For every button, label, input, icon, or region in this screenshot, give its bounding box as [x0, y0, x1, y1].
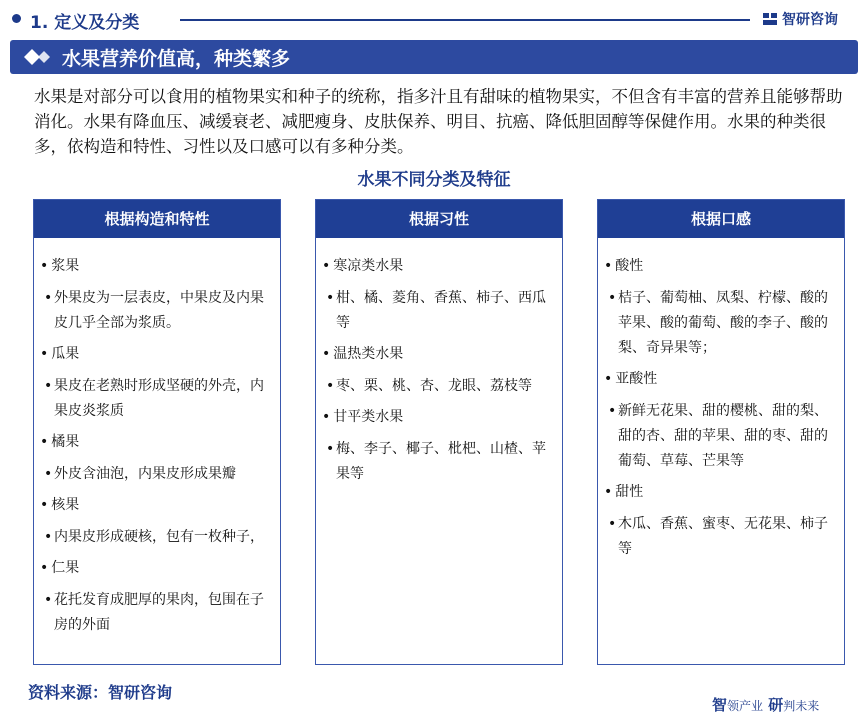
- category-desc: • 新鲜无花果、甜的樱桃、甜的梨、甜的杏、甜的苹果、甜的枣、甜的葡萄、草莓、芒果等: [608, 403, 828, 469]
- category-desc: • 枣、栗、桃、杏、龙眼、荔枝等: [326, 378, 532, 394]
- category-desc: • 柑、橘、菱角、香蕉、柿子、西瓜等: [326, 290, 546, 331]
- category-name: • 甘平类水果: [322, 407, 554, 427]
- category-name: • 仁果: [40, 558, 272, 578]
- brand-logo-icon: [762, 11, 778, 27]
- brand-name: 智研咨询: [782, 12, 838, 28]
- section-title: 1. 定义及分类: [30, 13, 140, 33]
- column-header: 根据构造和特性: [34, 200, 280, 238]
- brand-logo: [762, 9, 838, 29]
- category-name: • 浆果: [40, 256, 272, 276]
- diagram-title: 水果不同分类及特征: [357, 170, 511, 190]
- column-header: 根据习性: [316, 200, 562, 238]
- category-desc: • 木瓜、香蕉、蜜枣、无花果、柿子等: [608, 516, 828, 557]
- category-desc: • 花托发育成肥厚的果肉，包围在子房的外面: [44, 592, 264, 633]
- category-name: • 亚酸性: [604, 369, 836, 389]
- category-name: • 温热类水果: [322, 344, 554, 364]
- category-desc: • 外果皮为一层表皮，中果皮及内果皮几乎全部为浆质。: [44, 290, 264, 331]
- category-name: • 甜性: [604, 482, 836, 502]
- category-name: • 酸性: [604, 256, 836, 276]
- data-source: 资料来源：智研咨询: [28, 683, 173, 702]
- category-desc: • 桔子、葡萄柚、凤梨、柠檬、酸的苹果、酸的葡萄、酸的李子、酸的梨、奇异果等；: [608, 290, 828, 356]
- category-desc: • 果皮在老熟时形成坚硬的外壳，内果皮炎浆质: [44, 378, 264, 419]
- footer-slogan: 智领产业 研判未来: [712, 696, 820, 714]
- column-habit: [315, 199, 563, 665]
- intro-paragraph: 水果是对部分可以食用的植物果实和种子的统称，指多汁且有甜味的植物果实，不但含有丰富的营养且能够帮助消化。水果有降血压、减缓衰老、减肥瘦身、皮肤保养、明目、抗癌、降低胆固醇等保健作用。水果的种类很多，依构造和特性、习性以及口感可以有多种分类。: [34, 87, 843, 156]
- category-desc: • 外皮含油泡，内果皮形成果瓣: [44, 466, 236, 482]
- double-diamond-icon: [24, 49, 54, 65]
- banner-title: 水果营养价值高，种类繁多: [62, 48, 291, 70]
- header-rule: [180, 19, 750, 21]
- category-name: • 核果: [40, 495, 272, 515]
- category-desc: • 内果皮形成硬核，包有一枚种子，: [44, 529, 264, 545]
- category-name: • 寒凉类水果: [322, 256, 554, 276]
- top-header: [0, 0, 868, 38]
- category-name: • 瓜果: [40, 344, 272, 364]
- column-structure: [33, 199, 281, 665]
- category-name: • 橘果: [40, 432, 272, 452]
- column-header: 根据口感: [598, 200, 844, 238]
- column-taste: [597, 199, 845, 665]
- bullet-dot-icon: [12, 14, 21, 23]
- title-banner: [10, 40, 858, 74]
- category-desc: • 梅、李子、椰子、枇杷、山楂、苹果等: [326, 441, 546, 482]
